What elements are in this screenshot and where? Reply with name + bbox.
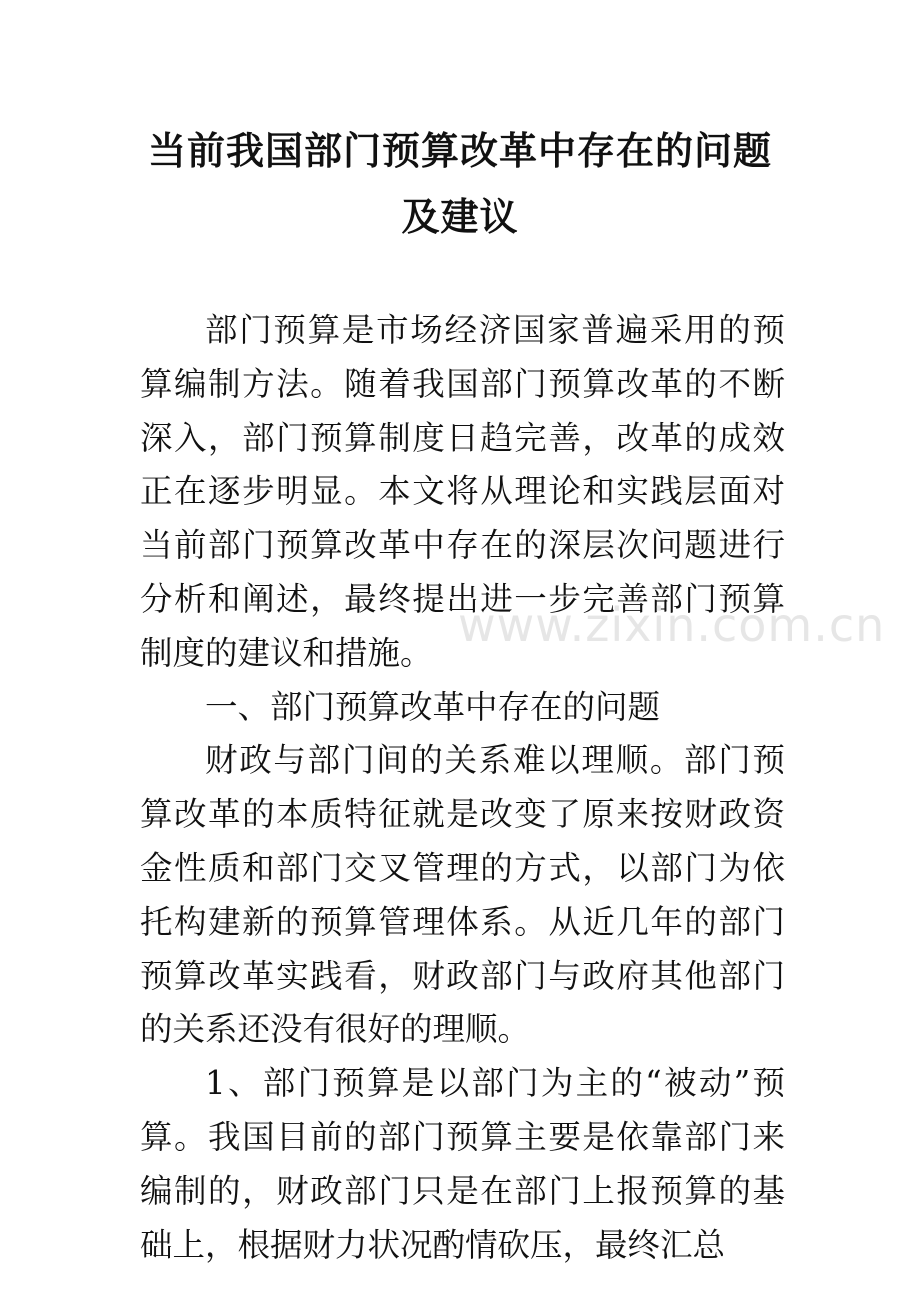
document-title: 当前我国部门预算改革中存在的问题及建议: [147, 129, 772, 239]
point-paragraph: 1、部门预算是以部门为主的“被动”预算。我国目前的部门预算主要是依靠部门来编制的，财政部门只是在部门上报预算的基础上，根据财力状况酌情砍压，最终汇总: [140, 1064, 785, 1264]
section-heading: 一、部门预算改革中存在的问题: [205, 687, 661, 726]
watermark: www.zixin.com.cn: [458, 598, 886, 652]
section-paragraph: 财政与部门间的关系难以理顺。部门预算改革的本质特征就是改变了原来按财政资金性质和部门交叉管理的方式，以部门为依托构建新的预算管理体系。从近几年的部门预算改革实践看，财政部门与政府其他部门的关系还没有很好的理顺。: [140, 741, 785, 1049]
intro-paragraph: 部门预算是市场经济国家普遍采用的预算编制方法。随着我国部门预算改革的不断深入，部门预算制度日趋完善，改革的成效正在逐步明显。本文将从理论和实践层面对当前部门预算改革中存在的深层次问题进行分析和阐述，最终提出进一步完善部门预算制度的建议和措施。: [140, 311, 785, 672]
document-body: [140, 304, 785, 1272]
